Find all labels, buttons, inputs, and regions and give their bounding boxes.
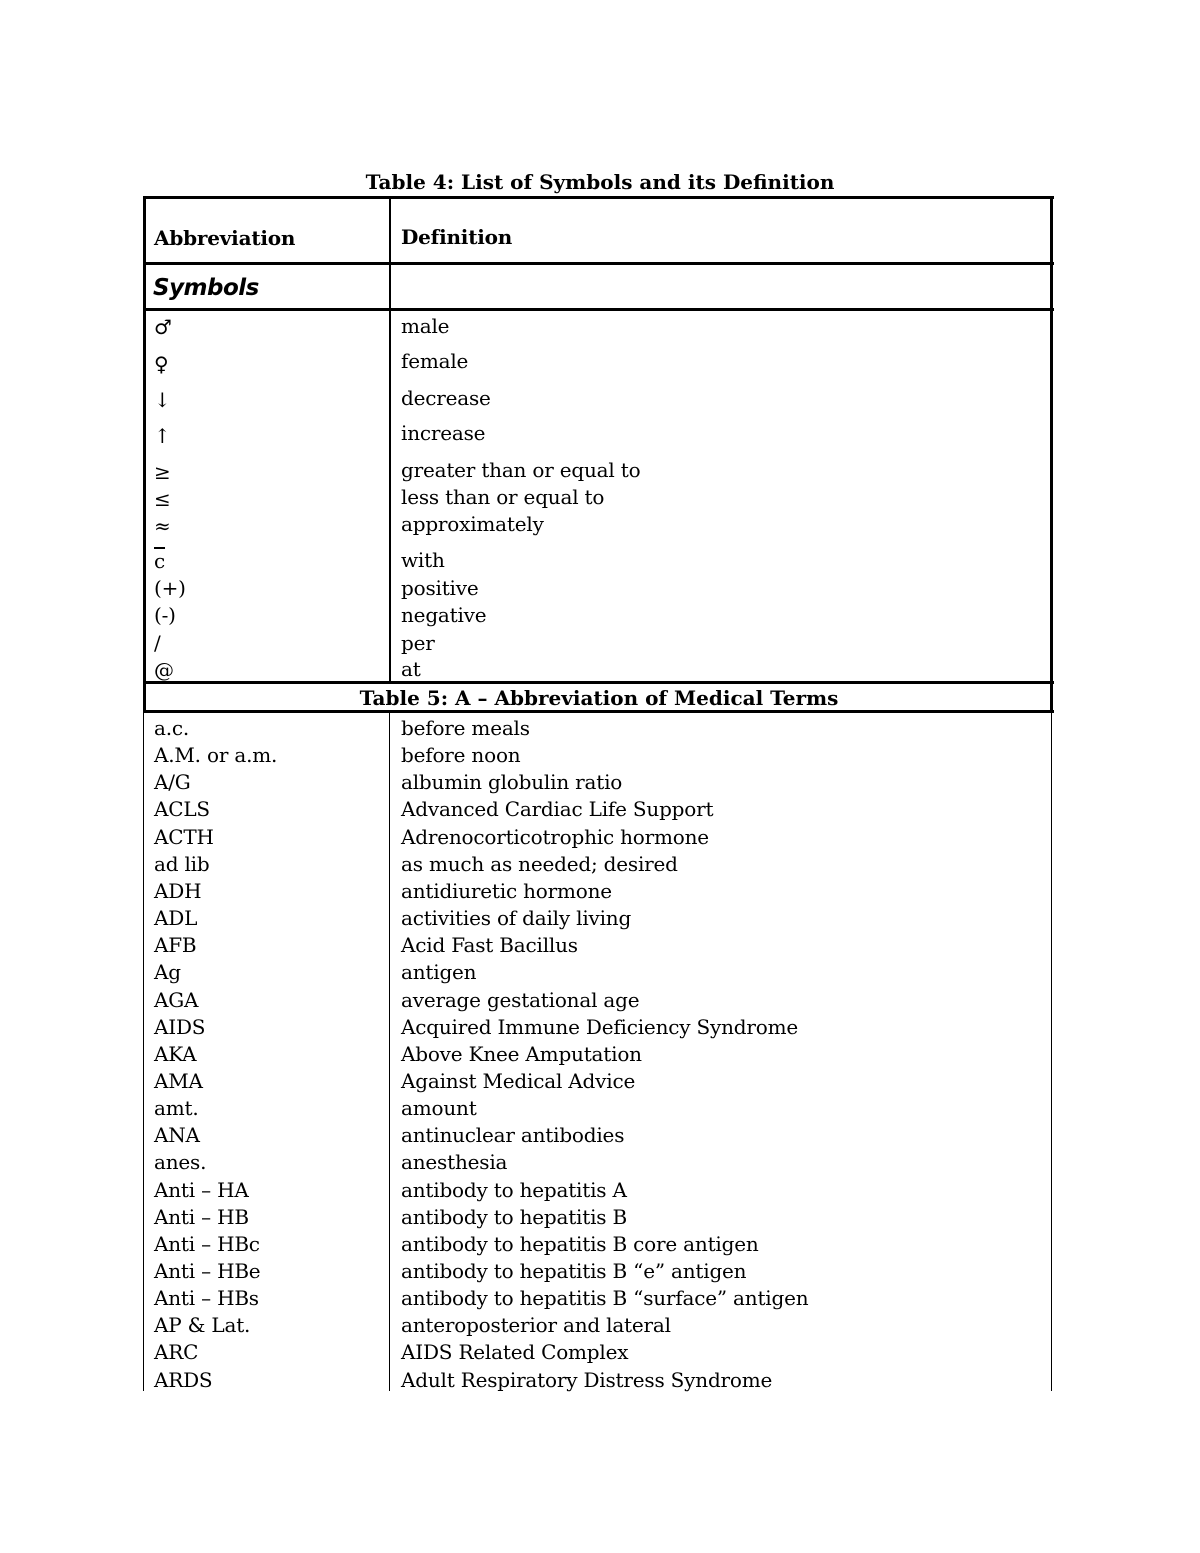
- table5-abbr: amt.: [154, 1096, 199, 1120]
- table4-title: Table 4: List of Symbols and its Definition: [365, 170, 835, 194]
- table5-def: average gestational age: [401, 988, 640, 1012]
- symbol-abbr-decrease: ↓: [154, 388, 171, 412]
- table5-abbr: Anti – HA: [154, 1178, 249, 1202]
- symbol-def-approx: approximately: [401, 512, 544, 536]
- symbol-def-increase: increase: [401, 421, 486, 445]
- table5-def: Acquired Immune Deficiency Syndrome: [401, 1015, 798, 1039]
- table5-def: antibody to hepatitis B “e” antigen: [401, 1259, 747, 1283]
- table5-abbr: Anti – HB: [154, 1205, 249, 1229]
- symbol-def-lte: less than or equal to: [401, 485, 605, 509]
- symbol-abbr-positive: (+): [154, 576, 186, 600]
- symbol-abbr-lte: ≤: [154, 487, 171, 511]
- table4-header-bottom-border: [143, 262, 1054, 265]
- table5-def: as much as needed; desired: [401, 852, 678, 876]
- table5-def: antigen: [401, 960, 477, 984]
- section-label-symbols: Symbols: [153, 275, 259, 301]
- table-left-border-lower: [143, 713, 144, 1391]
- table5-abbr: ARC: [154, 1340, 199, 1364]
- table5-title: Table 5: A – Abbreviation of Medical Terms: [359, 686, 839, 710]
- table5-abbr: AMA: [154, 1069, 203, 1093]
- symbol-abbr-increase: ↑: [154, 424, 171, 448]
- symbol-abbr-at: @: [154, 658, 174, 682]
- table5-def: activities of daily living: [401, 906, 632, 930]
- table5-abbr: ADL: [154, 906, 198, 930]
- table5-abbr: a.c.: [154, 716, 190, 740]
- symbol-def-with: with: [401, 548, 445, 572]
- table5-abbr: ad lib: [154, 852, 210, 876]
- symbol-def-per: per: [401, 631, 435, 655]
- symbol-def-decrease: decrease: [401, 386, 491, 410]
- table5-def: anteroposterior and lateral: [401, 1313, 671, 1337]
- table5-abbr: Anti – HBs: [154, 1286, 259, 1310]
- table5-abbr: AIDS: [154, 1015, 206, 1039]
- table5-def: AIDS Related Complex: [401, 1340, 629, 1364]
- table5-abbr: ARDS: [154, 1368, 213, 1392]
- table5-abbr: A/G: [154, 770, 191, 794]
- table5-def: Above Knee Amputation: [401, 1042, 642, 1066]
- header-abbreviation: Abbreviation: [154, 226, 296, 250]
- symbol-def-gte: greater than or equal to: [401, 458, 641, 482]
- table5-abbr: ADH: [154, 879, 202, 903]
- table5-title-bottom-border: [143, 710, 1054, 713]
- table5-abbr: Anti – HBe: [154, 1259, 261, 1283]
- table5-abbr: ACTH: [154, 825, 214, 849]
- table5-def: Acid Fast Bacillus: [401, 933, 578, 957]
- table5-def: before meals: [401, 716, 530, 740]
- symbol-abbr-approx: ≈: [154, 514, 171, 538]
- table-left-border-upper: [143, 196, 146, 713]
- table5-abbr: ACLS: [154, 797, 210, 821]
- table-right-border-lower: [1051, 713, 1052, 1391]
- table5-def: antibody to hepatitis B: [401, 1205, 628, 1229]
- table5-def: antibody to hepatitis B “surface” antigen: [401, 1286, 809, 1310]
- symbol-def-female: female: [401, 349, 469, 373]
- table5-def: Advanced Cardiac Life Support: [401, 797, 714, 821]
- table5-title-top-border: [143, 681, 1054, 684]
- symbol-def-at: at: [401, 657, 421, 681]
- symbol-abbr-with: $\overline{c}$: [154, 549, 166, 573]
- table-column-divider-lower: [389, 713, 390, 1391]
- table5-abbr: anes.: [154, 1150, 207, 1174]
- symbol-def-negative: negative: [401, 603, 487, 627]
- table5-def: Adrenocorticotrophic hormone: [401, 825, 709, 849]
- table5-def: Against Medical Advice: [401, 1069, 636, 1093]
- table5-def: Adult Respiratory Distress Syndrome: [401, 1368, 773, 1392]
- symbol-abbr-negative: (-): [154, 603, 176, 627]
- table-column-divider-upper: [389, 199, 391, 681]
- table5-abbr: Ag: [154, 960, 181, 984]
- table5-abbr: Anti – HBc: [154, 1232, 260, 1256]
- table4-top-border: [143, 196, 1054, 199]
- table5-abbr: AP & Lat.: [154, 1313, 251, 1337]
- table5-def: amount: [401, 1096, 477, 1120]
- table5-def: antibody to hepatitis A: [401, 1178, 627, 1202]
- table5-abbr: AFB: [154, 933, 197, 957]
- header-definition: Definition: [401, 225, 513, 249]
- symbol-def-male: male: [401, 314, 450, 338]
- table5-def: before noon: [401, 743, 521, 767]
- table-right-border-upper: [1050, 196, 1053, 713]
- table5-abbr: AKA: [154, 1042, 197, 1066]
- table5-def: anesthesia: [401, 1150, 508, 1174]
- table5-def: antibody to hepatitis B core antigen: [401, 1232, 759, 1256]
- table5-def: albumin globulin ratio: [401, 770, 623, 794]
- table5-abbr: ANA: [154, 1123, 200, 1147]
- symbol-abbr-per: /: [154, 631, 161, 655]
- table4-section-bottom-border: [143, 308, 1054, 311]
- symbol-abbr-male: ♂: [154, 315, 172, 339]
- table5-abbr: A.M. or a.m.: [154, 743, 278, 767]
- symbol-def-positive: positive: [401, 576, 479, 600]
- table5-def: antidiuretic hormone: [401, 879, 612, 903]
- symbol-abbr-female: ♀: [154, 352, 169, 376]
- table5-abbr: AGA: [154, 988, 199, 1012]
- symbol-abbr-gte: ≥: [154, 460, 171, 484]
- table5-def: antinuclear antibodies: [401, 1123, 625, 1147]
